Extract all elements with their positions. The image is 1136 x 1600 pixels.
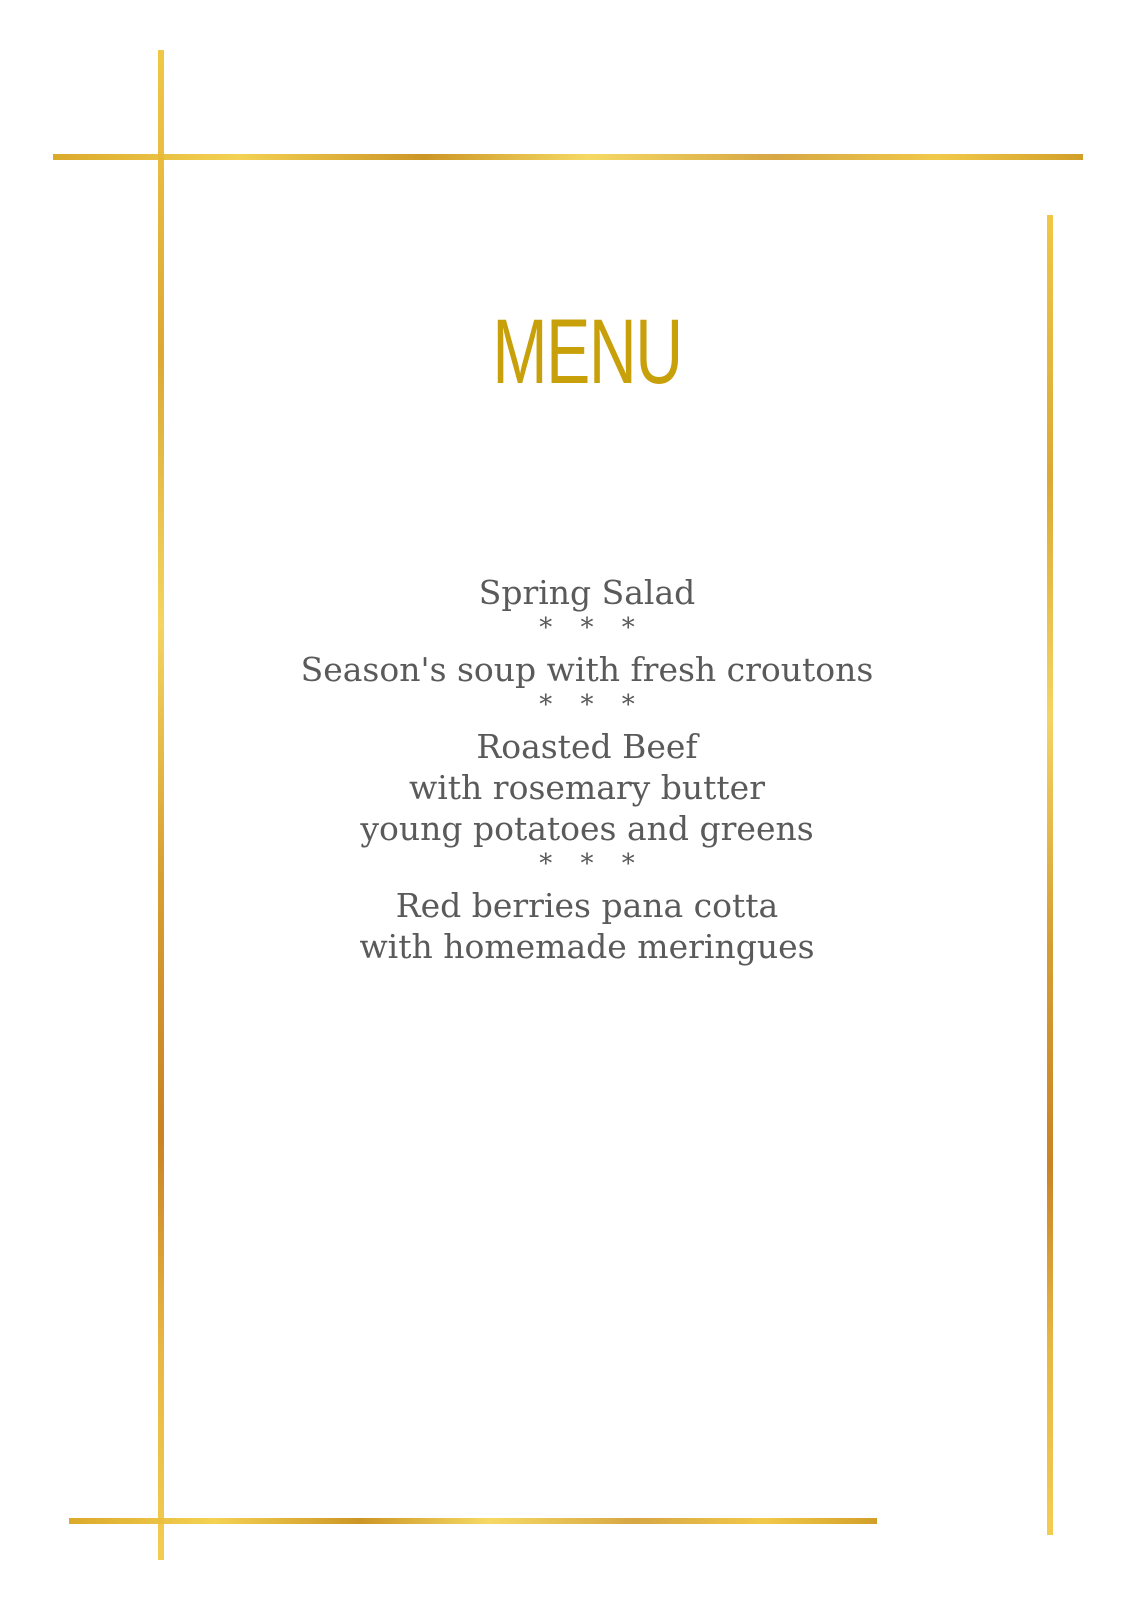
course-item <box>0 649 1136 690</box>
course-line: with homemade meringues <box>359 927 815 966</box>
course-item <box>0 885 1136 967</box>
course-separator: * * * <box>539 613 645 643</box>
menu-body <box>0 572 1136 967</box>
course-item <box>0 572 1136 613</box>
menu-title: MENU <box>492 301 682 403</box>
course-line: Red berries pana cotta <box>395 886 779 925</box>
course-line: young potatoes and greens <box>360 809 814 848</box>
course-separator: * * * <box>539 690 645 720</box>
course-line: Season's soup with fresh croutons <box>300 650 874 689</box>
course-line: Roasted Beef <box>476 727 698 766</box>
course-line: Spring Salad <box>478 573 696 612</box>
top-border-line <box>53 154 1083 160</box>
course-line: with rosemary butter <box>409 768 765 807</box>
course-item <box>0 726 1136 849</box>
course-separator: * * * <box>539 849 645 879</box>
bottom-border-line <box>69 1518 877 1524</box>
